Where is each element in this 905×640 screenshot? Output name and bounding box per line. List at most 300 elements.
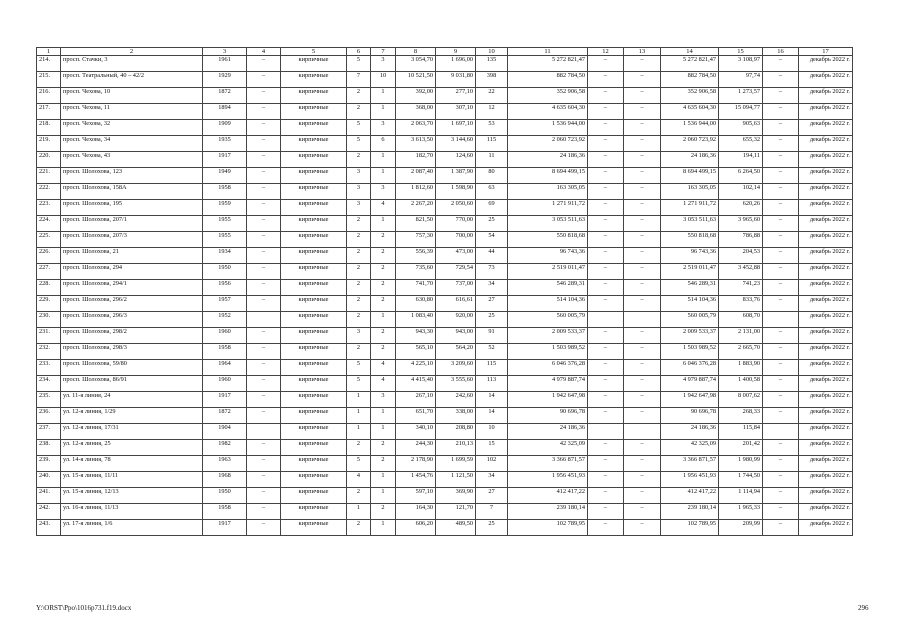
owner-cost-cell: 8 694 499,15 — [661, 168, 719, 184]
wall-material-cell: кирпичные — [281, 488, 347, 504]
year-reconstructed-cell: – — [247, 136, 281, 152]
cost-per-sqm-cell: 1 400,58 — [719, 376, 763, 392]
col-16-cell: – — [763, 200, 799, 216]
col-16-cell: – — [763, 136, 799, 152]
owner-cost-cell: 560 005,79 — [661, 312, 719, 328]
total-cost-cell: 412 417,22 — [508, 488, 588, 504]
budget-cost-cell: – — [624, 440, 661, 456]
residents-cell: 73 — [476, 264, 508, 280]
deadline-cell: декабрь 2022 г. — [799, 232, 853, 248]
living-area-cell: 1 699,59 — [436, 456, 476, 472]
living-area-cell: 1 387,90 — [436, 168, 476, 184]
budget-cost-cell: – — [624, 488, 661, 504]
total-area-cell: 821,50 — [396, 216, 436, 232]
fund-cost-cell: – — [588, 200, 624, 216]
table-row — [37, 264, 853, 280]
living-area-cell: 1 121,50 — [436, 472, 476, 488]
budget-cost-cell: – — [624, 120, 661, 136]
total-cost-cell: 24 186,36 — [508, 152, 588, 168]
deadline-cell: декабрь 2022 г. — [799, 472, 853, 488]
total-area-cell: 4 415,40 — [396, 376, 436, 392]
floors-cell: 2 — [347, 104, 371, 120]
living-area-cell: 3 209,60 — [436, 360, 476, 376]
row-number-cell: 239. — [37, 456, 61, 472]
wall-material-cell: кирпичные — [281, 360, 347, 376]
total-cost-cell: 239 180,14 — [508, 504, 588, 520]
wall-material-cell: кирпичные — [281, 104, 347, 120]
address-cell: просп. Театральный, 40 – 42/2 — [61, 72, 203, 88]
total-cost-cell: 163 305,05 — [508, 184, 588, 200]
total-area-cell: 597,10 — [396, 488, 436, 504]
cost-per-sqm-cell: 15 094,77 — [719, 104, 763, 120]
year-built-cell: 1960 — [203, 376, 247, 392]
deadline-cell: декабрь 2022 г. — [799, 392, 853, 408]
living-area-cell: 700,00 — [436, 232, 476, 248]
floors-cell: 2 — [347, 248, 371, 264]
cost-per-sqm-cell: 1 273,57 — [719, 88, 763, 104]
residents-cell: 14 — [476, 408, 508, 424]
entrances-cell: 2 — [371, 264, 396, 280]
year-reconstructed-cell: – — [247, 392, 281, 408]
total-area-cell: 340,10 — [396, 424, 436, 440]
living-area-cell: 943,00 — [436, 328, 476, 344]
owner-cost-cell: 1 536 944,00 — [661, 120, 719, 136]
owner-cost-cell: 163 305,05 — [661, 184, 719, 200]
wall-material-cell: кирпичные — [281, 328, 347, 344]
owner-cost-cell: 2 009 533,37 — [661, 328, 719, 344]
residents-cell: 25 — [476, 520, 508, 536]
wall-material-cell: кирпичные — [281, 168, 347, 184]
owner-cost-cell: 2 060 723,92 — [661, 136, 719, 152]
total-area-cell: 1 812,60 — [396, 184, 436, 200]
budget-cost-cell: – — [624, 72, 661, 88]
deadline-cell: декабрь 2022 г. — [799, 296, 853, 312]
budget-cost-cell: – — [624, 504, 661, 520]
floors-cell: 2 — [347, 312, 371, 328]
total-area-cell: 606,20 — [396, 520, 436, 536]
address-cell: просп. Шолохова, 294/1 — [61, 280, 203, 296]
residents-cell: 69 — [476, 200, 508, 216]
floors-cell: 2 — [347, 296, 371, 312]
living-area-cell: 277,10 — [436, 88, 476, 104]
year-reconstructed-cell: – — [247, 216, 281, 232]
cost-per-sqm-cell: 115,84 — [719, 424, 763, 440]
deadline-cell: декабрь 2022 г. — [799, 504, 853, 520]
cost-per-sqm-cell: 2 665,70 — [719, 344, 763, 360]
residents-cell: 27 — [476, 488, 508, 504]
residents-cell: 25 — [476, 216, 508, 232]
floors-cell: 5 — [347, 376, 371, 392]
row-number-cell: 215. — [37, 72, 61, 88]
total-cost-cell: 1 956 451,93 — [508, 472, 588, 488]
budget-cost-cell: – — [624, 520, 661, 536]
owner-cost-cell: 1 942 647,98 — [661, 392, 719, 408]
year-reconstructed-cell: – — [247, 88, 281, 104]
column-number-4: 4 — [247, 48, 281, 56]
year-reconstructed-cell: – — [247, 280, 281, 296]
cost-per-sqm-cell: 201,42 — [719, 440, 763, 456]
column-number-8: 8 — [396, 48, 436, 56]
living-area-cell: 770,00 — [436, 216, 476, 232]
row-number-cell: 241. — [37, 488, 61, 504]
deadline-cell: декабрь 2022 г. — [799, 104, 853, 120]
table-row — [37, 168, 853, 184]
year-reconstructed-cell: – — [247, 360, 281, 376]
living-area-cell: 210,13 — [436, 440, 476, 456]
owner-cost-cell: 352 906,58 — [661, 88, 719, 104]
fund-cost-cell: – — [588, 56, 624, 72]
year-built-cell: 1955 — [203, 216, 247, 232]
living-area-cell: 1 696,00 — [436, 56, 476, 72]
col-16-cell: – — [763, 264, 799, 280]
year-reconstructed-cell: – — [247, 440, 281, 456]
owner-cost-cell: 239 180,14 — [661, 504, 719, 520]
row-number-cell: 238. — [37, 440, 61, 456]
floors-cell: 5 — [347, 136, 371, 152]
row-number-cell: 235. — [37, 392, 61, 408]
wall-material-cell: кирпичные — [281, 184, 347, 200]
row-number-cell: 214. — [37, 56, 61, 72]
living-area-cell: 489,50 — [436, 520, 476, 536]
total-cost-cell: 1 271 911,72 — [508, 200, 588, 216]
total-area-cell: 1 454,76 — [396, 472, 436, 488]
cost-per-sqm-cell: 97,74 — [719, 72, 763, 88]
budget-cost-cell: – — [624, 280, 661, 296]
total-cost-cell: 1 503 989,52 — [508, 344, 588, 360]
deadline-cell: декабрь 2022 г. — [799, 248, 853, 264]
row-number-cell: 232. — [37, 344, 61, 360]
deadline-cell: декабрь 2022 г. — [799, 520, 853, 536]
row-number-cell: 231. — [37, 328, 61, 344]
col-16-cell: – — [763, 520, 799, 536]
owner-cost-cell: 2 519 011,47 — [661, 264, 719, 280]
residents-cell: 80 — [476, 168, 508, 184]
fund-cost-cell: – — [588, 168, 624, 184]
table-row — [37, 408, 853, 424]
entrances-cell: 3 — [371, 392, 396, 408]
table-row — [37, 360, 853, 376]
floors-cell: 2 — [347, 488, 371, 504]
row-number-cell: 229. — [37, 296, 61, 312]
cost-per-sqm-cell: 194,11 — [719, 152, 763, 168]
wall-material-cell: кирпичные — [281, 520, 347, 536]
fund-cost-cell: – — [588, 152, 624, 168]
total-area-cell: 4 225,10 — [396, 360, 436, 376]
residents-cell: 113 — [476, 376, 508, 392]
owner-cost-cell: 102 789,95 — [661, 520, 719, 536]
budget-cost-cell: – — [624, 184, 661, 200]
cost-per-sqm-cell: 655,32 — [719, 136, 763, 152]
column-number-15: 15 — [719, 48, 763, 56]
total-area-cell: 735,60 — [396, 264, 436, 280]
address-cell: просп. Чехова, 11 — [61, 104, 203, 120]
column-number-6: 6 — [347, 48, 371, 56]
owner-cost-cell: 4 979 887,74 — [661, 376, 719, 392]
living-area-cell: 1 598,90 — [436, 184, 476, 200]
living-area-cell: 121,70 — [436, 504, 476, 520]
col-16-cell — [763, 312, 799, 328]
fund-cost-cell: – — [588, 264, 624, 280]
total-area-cell: 10 521,50 — [396, 72, 436, 88]
entrances-cell: 1 — [371, 520, 396, 536]
year-reconstructed-cell: – — [247, 296, 281, 312]
year-built-cell: 1982 — [203, 440, 247, 456]
address-cell: просп. Чехова, 10 — [61, 88, 203, 104]
row-number-cell: 240. — [37, 472, 61, 488]
total-area-cell: 2 063,70 — [396, 120, 436, 136]
fund-cost-cell: – — [588, 232, 624, 248]
total-area-cell: 368,00 — [396, 104, 436, 120]
col-16-cell: – — [763, 360, 799, 376]
wall-material-cell: кирпичные — [281, 472, 347, 488]
entrances-cell: 1 — [371, 216, 396, 232]
owner-cost-cell: 882 784,50 — [661, 72, 719, 88]
col-16-cell: – — [763, 120, 799, 136]
fund-cost-cell: – — [588, 104, 624, 120]
total-cost-cell: 102 789,95 — [508, 520, 588, 536]
column-number-1: 1 — [37, 48, 61, 56]
owner-cost-cell: 3 053 511,63 — [661, 216, 719, 232]
fund-cost-cell: – — [588, 88, 624, 104]
entrances-cell: 4 — [371, 360, 396, 376]
floors-cell: 2 — [347, 152, 371, 168]
deadline-cell: декабрь 2022 г. — [799, 56, 853, 72]
year-built-cell: 1904 — [203, 424, 247, 440]
wall-material-cell: кирпичные — [281, 120, 347, 136]
row-number-cell: 243. — [37, 520, 61, 536]
fund-cost-cell: – — [588, 72, 624, 88]
budget-cost-cell: – — [624, 200, 661, 216]
total-area-cell: 182,70 — [396, 152, 436, 168]
table-row — [37, 200, 853, 216]
total-cost-cell: 2 060 723,92 — [508, 136, 588, 152]
year-built-cell: 1917 — [203, 392, 247, 408]
fund-cost-cell: – — [588, 120, 624, 136]
fund-cost-cell — [588, 424, 624, 440]
budget-cost-cell: – — [624, 104, 661, 120]
total-cost-cell: 8 694 499,15 — [508, 168, 588, 184]
floors-cell: 4 — [347, 472, 371, 488]
table-row — [37, 376, 853, 392]
living-area-cell: 473,00 — [436, 248, 476, 264]
owner-cost-cell: 546 289,31 — [661, 280, 719, 296]
cost-per-sqm-cell: 3 452,88 — [719, 264, 763, 280]
fund-cost-cell: – — [588, 216, 624, 232]
table-row — [37, 296, 853, 312]
total-area-cell: 630,80 — [396, 296, 436, 312]
table-row — [37, 520, 853, 536]
address-cell: просп. Шолохова, 158А — [61, 184, 203, 200]
floors-cell: 2 — [347, 232, 371, 248]
table-row — [37, 248, 853, 264]
total-cost-cell: 4 979 887,74 — [508, 376, 588, 392]
wall-material-cell: кирпичные — [281, 344, 347, 360]
fund-cost-cell: – — [588, 488, 624, 504]
year-built-cell: 1949 — [203, 168, 247, 184]
cost-per-sqm-cell: 204,53 — [719, 248, 763, 264]
entrances-cell: 2 — [371, 328, 396, 344]
owner-cost-cell: 514 104,36 — [661, 296, 719, 312]
residents-cell: 34 — [476, 472, 508, 488]
entrances-cell: 4 — [371, 376, 396, 392]
year-built-cell: 1956 — [203, 280, 247, 296]
wall-material-cell: кирпичные — [281, 264, 347, 280]
residents-cell: 53 — [476, 120, 508, 136]
address-cell: просп. Шолохова, 123 — [61, 168, 203, 184]
total-cost-cell: 6 046 376,28 — [508, 360, 588, 376]
living-area-cell: 307,10 — [436, 104, 476, 120]
entrances-cell: 3 — [371, 184, 396, 200]
fund-cost-cell: – — [588, 504, 624, 520]
entrances-cell: 2 — [371, 504, 396, 520]
living-area-cell: 3 555,60 — [436, 376, 476, 392]
table-row — [37, 488, 853, 504]
col-16-cell: – — [763, 504, 799, 520]
floors-cell: 2 — [347, 216, 371, 232]
fund-cost-cell: – — [588, 184, 624, 200]
address-cell: просп. Шолохова, 296/2 — [61, 296, 203, 312]
col-16-cell: – — [763, 376, 799, 392]
residents-cell: 34 — [476, 280, 508, 296]
address-cell: ул. 12-я линия, 1/29 — [61, 408, 203, 424]
col-16-cell: – — [763, 472, 799, 488]
entrances-cell: 4 — [371, 200, 396, 216]
total-area-cell: 1 083,40 — [396, 312, 436, 328]
year-built-cell: 1961 — [203, 56, 247, 72]
deadline-cell: декабрь 2022 г. — [799, 280, 853, 296]
entrances-cell: 2 — [371, 456, 396, 472]
living-area-cell: 729,54 — [436, 264, 476, 280]
budget-cost-cell: – — [624, 296, 661, 312]
wall-material-cell: кирпичные — [281, 376, 347, 392]
address-cell: просп. Чехова, 34 — [61, 136, 203, 152]
year-built-cell: 1917 — [203, 520, 247, 536]
table-row — [37, 120, 853, 136]
column-number-3: 3 — [203, 48, 247, 56]
col-16-cell — [763, 424, 799, 440]
deadline-cell: декабрь 2022 г. — [799, 344, 853, 360]
deadline-cell: декабрь 2022 г. — [799, 152, 853, 168]
floors-cell: 3 — [347, 168, 371, 184]
row-number-cell: 242. — [37, 504, 61, 520]
residents-cell: 25 — [476, 312, 508, 328]
cost-per-sqm-cell: 3 965,60 — [719, 216, 763, 232]
owner-cost-cell: 4 635 604,30 — [661, 104, 719, 120]
year-built-cell: 1872 — [203, 88, 247, 104]
year-built-cell: 1968 — [203, 472, 247, 488]
row-number-cell: 230. — [37, 312, 61, 328]
budget-cost-cell: – — [624, 248, 661, 264]
floors-cell: 2 — [347, 520, 371, 536]
wall-material-cell: кирпичные — [281, 136, 347, 152]
year-reconstructed-cell: – — [247, 152, 281, 168]
year-reconstructed-cell: – — [247, 504, 281, 520]
owner-cost-cell: 3 366 871,57 — [661, 456, 719, 472]
budget-cost-cell — [624, 424, 661, 440]
deadline-cell: декабрь 2022 г. — [799, 264, 853, 280]
living-area-cell: 2 050,60 — [436, 200, 476, 216]
deadline-cell: декабрь 2022 г. — [799, 488, 853, 504]
wall-material-cell: кирпичные — [281, 280, 347, 296]
owner-cost-cell: 412 417,22 — [661, 488, 719, 504]
row-number-cell: 224. — [37, 216, 61, 232]
deadline-cell: декабрь 2022 г. — [799, 360, 853, 376]
budget-cost-cell: – — [624, 56, 661, 72]
budget-cost-cell: – — [624, 344, 661, 360]
total-cost-cell: 24 186,36 — [508, 424, 588, 440]
address-cell: просп. Чехова, 32 — [61, 120, 203, 136]
living-area-cell: 564,20 — [436, 344, 476, 360]
deadline-cell: декабрь 2022 г. — [799, 120, 853, 136]
total-cost-cell: 2 009 533,37 — [508, 328, 588, 344]
owner-cost-cell: 6 046 376,28 — [661, 360, 719, 376]
residents-cell: 11 — [476, 152, 508, 168]
address-cell: просп. Шолохова, 298/2 — [61, 328, 203, 344]
address-cell: ул. 15-я линия, 12/13 — [61, 488, 203, 504]
total-cost-cell: 96 743,36 — [508, 248, 588, 264]
year-reconstructed-cell: – — [247, 104, 281, 120]
fund-cost-cell: – — [588, 472, 624, 488]
entrances-cell: 3 — [371, 56, 396, 72]
year-reconstructed-cell: – — [247, 408, 281, 424]
floors-cell: 2 — [347, 440, 371, 456]
row-number-cell: 222. — [37, 184, 61, 200]
col-16-cell: – — [763, 56, 799, 72]
table-row — [37, 504, 853, 520]
year-reconstructed-cell: – — [247, 72, 281, 88]
address-cell: ул. 17-я линия, 1/6 — [61, 520, 203, 536]
year-built-cell: 1960 — [203, 328, 247, 344]
floors-cell: 5 — [347, 360, 371, 376]
year-built-cell: 1929 — [203, 72, 247, 88]
table-row — [37, 88, 853, 104]
cost-per-sqm-cell: 1 883,90 — [719, 360, 763, 376]
budget-cost-cell: – — [624, 472, 661, 488]
address-cell: просп. Шолохова, 298/3 — [61, 344, 203, 360]
wall-material-cell: кирпичные — [281, 200, 347, 216]
table-header-row — [37, 48, 853, 56]
entrances-cell: 1 — [371, 312, 396, 328]
fund-cost-cell: – — [588, 248, 624, 264]
row-number-cell: 225. — [37, 232, 61, 248]
year-reconstructed-cell: – — [247, 184, 281, 200]
budget-cost-cell: – — [624, 392, 661, 408]
col-16-cell: – — [763, 88, 799, 104]
budget-cost-cell: – — [624, 408, 661, 424]
col-16-cell: – — [763, 456, 799, 472]
entrances-cell: 2 — [371, 280, 396, 296]
wall-material-cell: кирпичные — [281, 312, 347, 328]
row-number-cell: 234. — [37, 376, 61, 392]
total-cost-cell: 42 325,09 — [508, 440, 588, 456]
table-body — [37, 48, 853, 536]
year-built-cell: 1872 — [203, 408, 247, 424]
fund-cost-cell: – — [588, 296, 624, 312]
footer-page-number: 296 — [858, 604, 869, 612]
year-built-cell: 1959 — [203, 200, 247, 216]
deadline-cell: декабрь 2022 г. — [799, 184, 853, 200]
year-built-cell: 1964 — [203, 360, 247, 376]
entrances-cell: 1 — [371, 408, 396, 424]
owner-cost-cell: 24 186,36 — [661, 152, 719, 168]
total-area-cell: 2 087,40 — [396, 168, 436, 184]
address-table-container — [36, 47, 853, 536]
floors-cell: 7 — [347, 72, 371, 88]
entrances-cell: 1 — [371, 168, 396, 184]
entrances-cell: 1 — [371, 424, 396, 440]
cost-per-sqm-cell: 3 108,97 — [719, 56, 763, 72]
total-area-cell: 651,70 — [396, 408, 436, 424]
